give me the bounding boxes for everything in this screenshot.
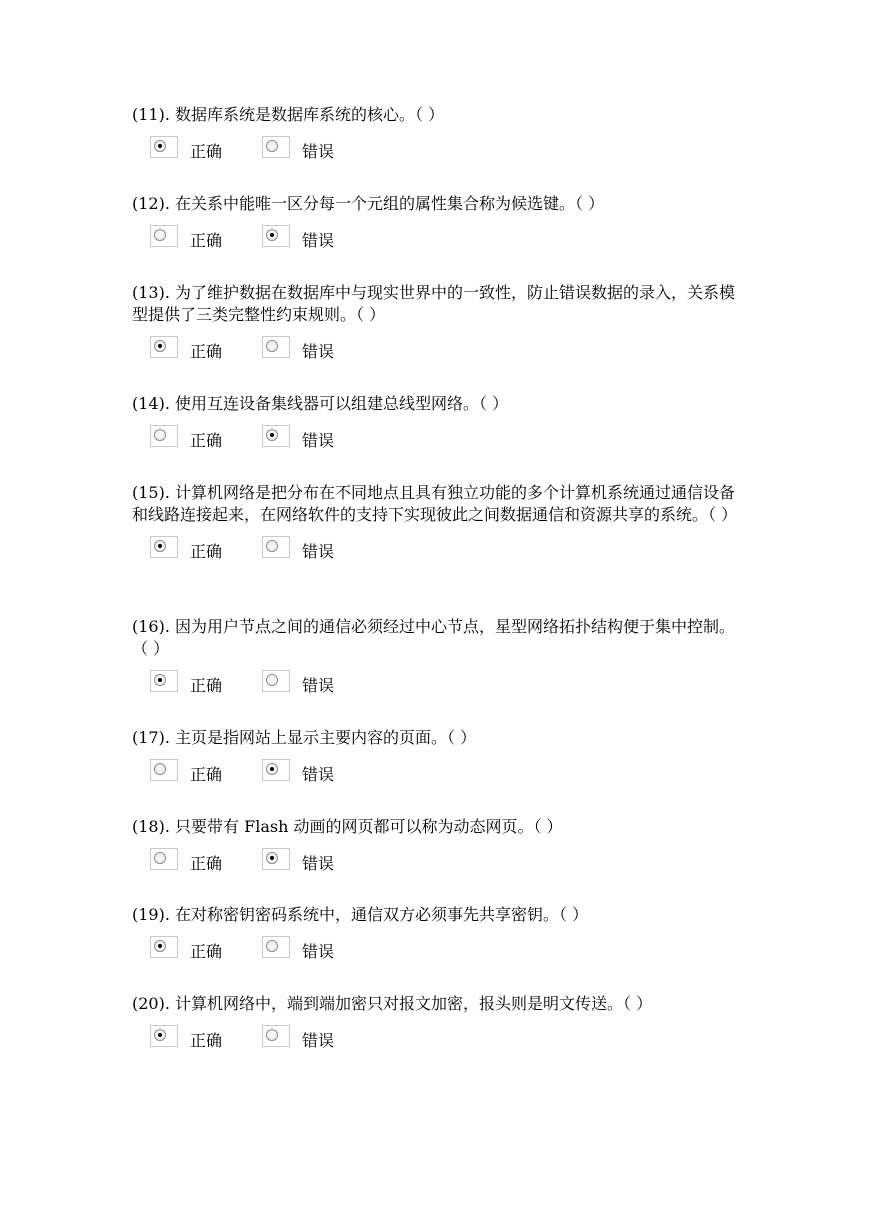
question-12: [132, 193, 742, 253]
question-text: (16). 因为用户节点之间的通信必须经过中心节点，星型网络拓扑结构便于集中控制。（ ）: [132, 617, 736, 658]
question-text: (17). 主页是指网站上显示主要内容的页面。（ ）: [132, 728, 477, 747]
radio-frame: [262, 336, 290, 358]
question-text: (11). 数据库系统是数据库系统的核心。（ ）: [132, 105, 445, 124]
option-label: 正确: [190, 142, 223, 161]
radio-frame: [262, 1025, 290, 1047]
question-16: [132, 616, 742, 698]
radio-button-icon[interactable]: [266, 140, 278, 152]
radio-dot-icon: [158, 144, 162, 148]
option-label: 正确: [190, 1031, 223, 1050]
question-text: (18). 只要带有 Flash 动画的网页都可以称为动态网页。（ ）: [132, 817, 563, 836]
radio-frame: [150, 670, 178, 692]
radio-frame: [150, 759, 178, 781]
radio-frame: [150, 536, 178, 558]
question-13: [132, 282, 742, 364]
radio-frame: [150, 425, 178, 447]
option-label: 正确: [190, 854, 223, 873]
question-text: (13). 为了维护数据在数据库中与现实世界中的一致性，防止错误数据的录入，关系模型提供了三类完整性约束规则。（ ）: [132, 283, 736, 324]
question-11: [132, 104, 742, 164]
radio-button-icon[interactable]: [154, 674, 166, 686]
answer-options: [132, 1025, 742, 1053]
radio-button-icon[interactable]: [154, 852, 166, 864]
option-label: 正确: [190, 231, 223, 250]
answer-options: [132, 425, 742, 453]
option-label: 正确: [190, 765, 223, 784]
option-label: 错误: [302, 542, 335, 561]
radio-button-icon[interactable]: [154, 429, 166, 441]
radio-frame: [262, 536, 290, 558]
option-label: 正确: [190, 942, 223, 961]
radio-dot-icon: [270, 433, 274, 437]
radio-frame: [262, 225, 290, 247]
answer-options: [132, 336, 742, 364]
question-15: [132, 482, 742, 564]
radio-button-icon[interactable]: [154, 140, 166, 152]
answer-options: [132, 848, 742, 876]
radio-frame: [150, 848, 178, 870]
question-19: [132, 904, 742, 964]
answer-options: [132, 936, 742, 964]
radio-frame: [262, 425, 290, 447]
option-label: 正确: [190, 542, 223, 561]
option-label: 错误: [302, 854, 335, 873]
radio-button-icon[interactable]: [154, 940, 166, 952]
radio-frame: [262, 759, 290, 781]
radio-dot-icon: [158, 944, 162, 948]
radio-frame: [150, 336, 178, 358]
radio-frame: [262, 936, 290, 958]
option-label: 错误: [302, 1031, 335, 1050]
option-label: 错误: [302, 942, 335, 961]
radio-button-icon[interactable]: [266, 674, 278, 686]
option-label: 正确: [190, 431, 223, 450]
radio-button-icon[interactable]: [154, 540, 166, 552]
radio-button-icon[interactable]: [266, 229, 278, 241]
option-label: 错误: [302, 342, 335, 361]
radio-button-icon[interactable]: [266, 852, 278, 864]
answer-options: [132, 225, 742, 253]
radio-frame: [262, 848, 290, 870]
radio-dot-icon: [158, 344, 162, 348]
radio-button-icon[interactable]: [266, 763, 278, 775]
answer-options: [132, 536, 742, 564]
question-text: (15). 计算机网络是把分布在不同地点且具有独立功能的多个计算机系统通过通信设备和线路连接起来，在网络软件的支持下实现彼此之间数据通信和资源共享的系统。（ ）: [132, 483, 738, 524]
radio-button-icon[interactable]: [266, 340, 278, 352]
question-17: [132, 727, 742, 787]
radio-button-icon[interactable]: [266, 429, 278, 441]
option-label: 正确: [190, 676, 223, 695]
radio-dot-icon: [270, 767, 274, 771]
radio-dot-icon: [158, 544, 162, 548]
question-14: [132, 393, 742, 453]
question-text: (12). 在关系中能唯一区分每一个元组的属性集合称为候选键。（ ）: [132, 194, 605, 213]
radio-dot-icon: [270, 233, 274, 237]
radio-button-icon[interactable]: [154, 229, 166, 241]
radio-button-icon[interactable]: [266, 940, 278, 952]
radio-frame: [150, 136, 178, 158]
option-label: 错误: [302, 765, 335, 784]
question-text: (14). 使用互连设备集线器可以组建总线型网络。（ ）: [132, 394, 509, 413]
option-label: 错误: [302, 142, 335, 161]
radio-frame: [262, 136, 290, 158]
option-label: 错误: [302, 431, 335, 450]
radio-frame: [262, 670, 290, 692]
radio-dot-icon: [158, 678, 162, 682]
radio-frame: [150, 936, 178, 958]
option-label: 错误: [302, 231, 335, 250]
radio-frame: [150, 225, 178, 247]
question-text: (20). 计算机网络中，端到端加密只对报文加密，报头则是明文传送。（ ）: [132, 994, 653, 1013]
radio-dot-icon: [158, 1033, 162, 1037]
radio-button-icon[interactable]: [266, 1029, 278, 1041]
radio-button-icon[interactable]: [154, 340, 166, 352]
question-18: [132, 816, 742, 876]
answer-options: [132, 136, 742, 164]
answer-options: [132, 670, 742, 698]
question-20: [132, 993, 742, 1053]
radio-button-icon[interactable]: [154, 1029, 166, 1041]
radio-button-icon[interactable]: [266, 540, 278, 552]
radio-dot-icon: [270, 856, 274, 860]
radio-button-icon[interactable]: [154, 763, 166, 775]
radio-frame: [150, 1025, 178, 1047]
answer-options: [132, 759, 742, 787]
option-label: 正确: [190, 342, 223, 361]
option-label: 错误: [302, 676, 335, 695]
question-text: (19). 在对称密钥密码系统中，通信双方必须事先共享密钥。（ ）: [132, 905, 589, 924]
